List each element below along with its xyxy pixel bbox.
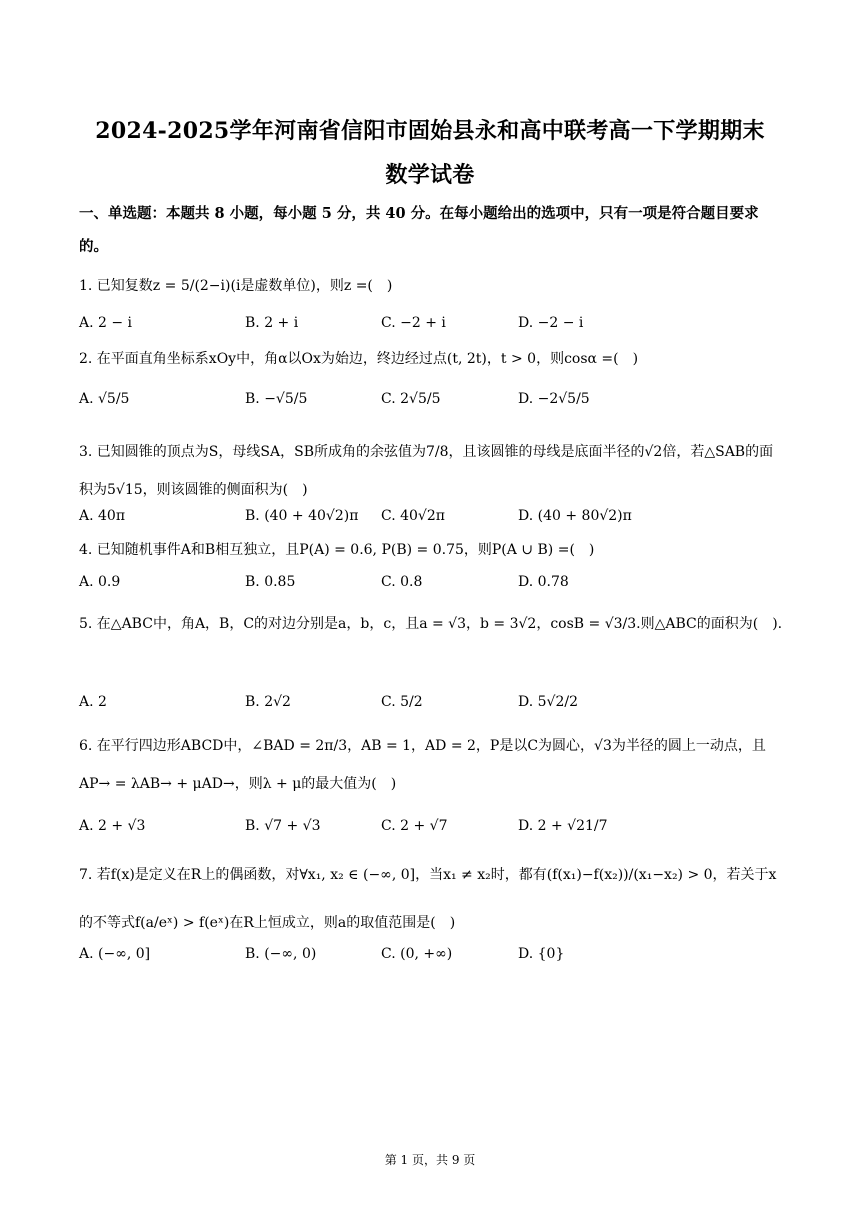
question-1-stem: 1. 已知复数z = 5/(2−i)(i是虚数单位)，则z =( ) xyxy=(79,278,393,294)
question-3-stem: 3. 已知圆锥的顶点为S，母线SA，SB所成角的余弦值为7/8，且该圆锥的母线是底面半径的√2倍，若△SAB的面积为5√15，则该圆锥的侧面积为( ) xyxy=(79,444,774,498)
question-4-stem: 4. 已知随机事件A和B相互独立，且P(A) = 0.6, P(B) = 0.75，则P(A ∪ B) =( ) xyxy=(79,542,595,558)
option-d: D. {0} xyxy=(518,946,565,962)
option-d: D. −2√5/5 xyxy=(518,391,590,407)
option-d: D. −2 − i xyxy=(518,315,584,331)
option-c: C. (0, +∞) xyxy=(381,946,453,962)
option-c: C. 5/2 xyxy=(381,694,423,710)
option-b: B. −√5/5 xyxy=(245,391,308,407)
question-6-options xyxy=(79,818,784,842)
option-a: A. 40π xyxy=(79,508,126,524)
option-b: B. (−∞, 0) xyxy=(245,946,317,962)
section-heading: 一、单选题：本题共 8 小题，每小题 5 分，共 40 分。在每小题给出的选项中，只有一项是符合题目要求的。 xyxy=(79,205,759,255)
question-7-options xyxy=(79,946,784,970)
option-a: A. (−∞, 0] xyxy=(79,946,151,962)
option-b: B. (40 + 40√2)π xyxy=(245,508,359,524)
question-2-stem: 2. 在平面直角坐标系xOy中，角α以Ox为始边，终边经过点(t, 2t)，t > 0，则cosα =( ) xyxy=(79,351,639,367)
option-d: D. (40 + 80√2)π xyxy=(518,508,632,524)
question-5-options xyxy=(79,694,784,718)
option-a: A. 2 + √3 xyxy=(79,818,146,834)
option-c: C. 40√2π xyxy=(381,508,445,524)
question-5-stem: 5. 在△ABC中，角A，B，C的对边分别是a，b，c，且a = √3，b = 3√2，cosB = √3/3.则△ABC的面积为( ). xyxy=(79,616,783,632)
option-c: C. 2 + √7 xyxy=(381,818,448,834)
question-2-options xyxy=(79,391,784,415)
question-4-options xyxy=(79,574,784,598)
option-b: B. 0.85 xyxy=(245,574,296,590)
option-a: A. √5/5 xyxy=(79,391,130,407)
option-b: B. 2√2 xyxy=(245,694,291,710)
option-a: A. 2 − i xyxy=(79,315,133,331)
option-b: B. √7 + √3 xyxy=(245,818,321,834)
question-3-options xyxy=(79,508,784,532)
option-b: B. 2 + i xyxy=(245,315,299,331)
option-a: A. 0.9 xyxy=(79,574,121,590)
question-7-stem: 7. 若f(x)是定义在R上的偶函数，对∀x₁, x₂ ∈ (−∞, 0]，当x₁ ≠ x₂时，都有(f(x₁)−f(x₂))/(x₁−x₂) > 0，若关于x的不等式f(a/eˣ) > f(eˣ)在R上恒成立，则a的取值范围是( ) xyxy=(79,867,777,931)
option-c: C. 0.8 xyxy=(381,574,423,590)
question-1-options xyxy=(79,315,784,339)
option-d: D. 5√2/2 xyxy=(518,694,578,710)
option-d: D. 2 + √21/7 xyxy=(518,818,608,834)
option-c: C. 2√5/5 xyxy=(381,391,441,407)
exam-title-line1: 2024-2025学年河南省信阳市固始县永和高中联考高一下学期期末 xyxy=(95,118,765,144)
page-footer: 第 1 页，共 9 页 xyxy=(384,1153,476,1167)
option-c: C. −2 + i xyxy=(381,315,446,331)
exam-title-line2: 数学试卷 xyxy=(385,162,475,188)
question-6-stem: 6. 在平行四边形ABCD中，∠BAD = 2π/3，AB = 1，AD = 2，P是以C为圆心，√3为半径的圆上一动点，且AP→ = λAB→ + μAD→，则λ + μ的最大值为( ) xyxy=(79,738,766,792)
option-a: A. 2 xyxy=(79,694,107,710)
option-d: D. 0.78 xyxy=(518,574,569,590)
